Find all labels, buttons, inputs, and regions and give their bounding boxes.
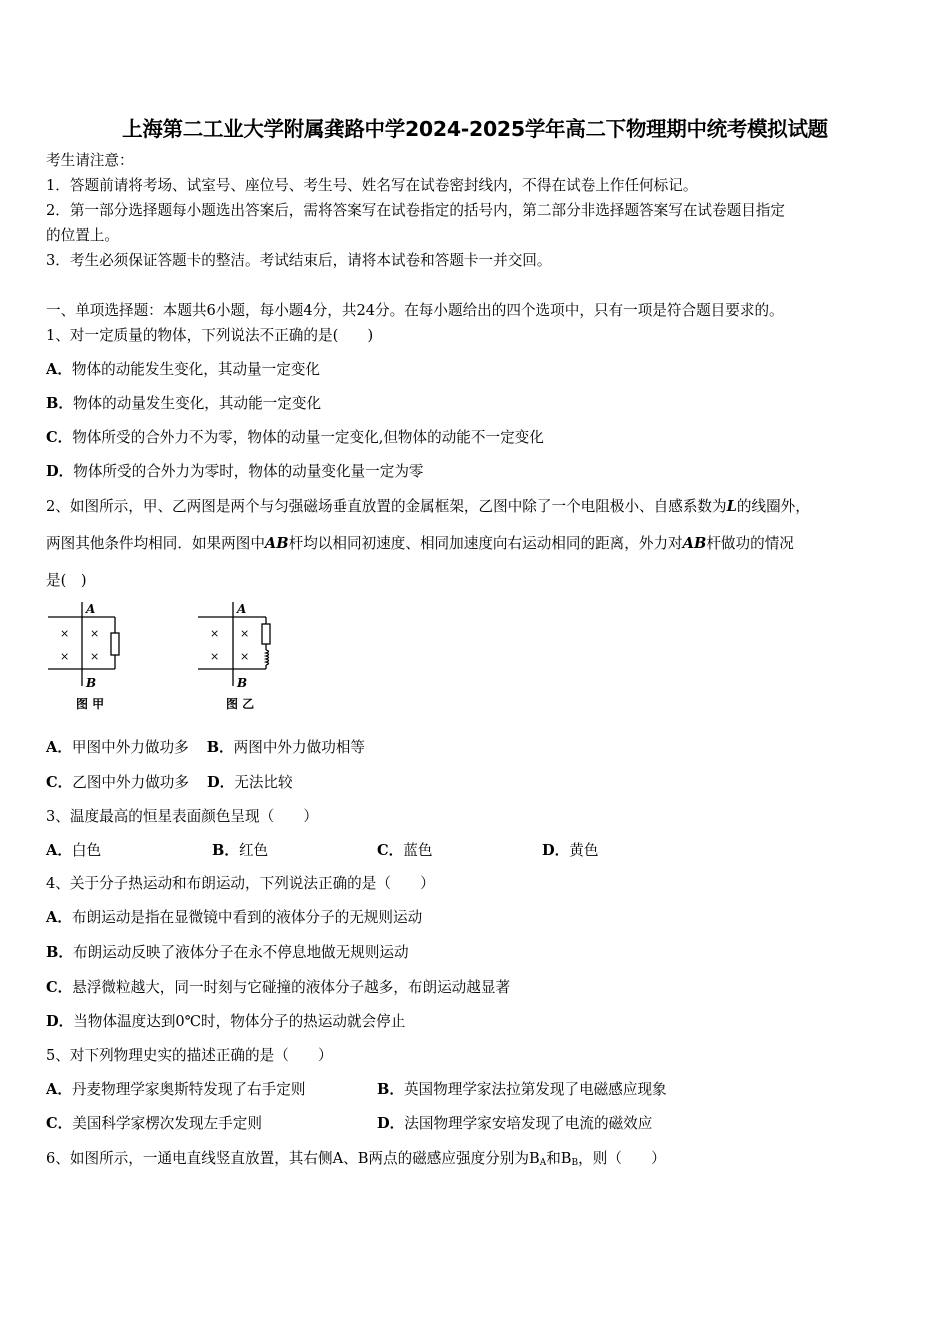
field-cross: × — [90, 650, 100, 663]
option-text: 白色 — [71, 842, 102, 859]
question-stem-2-cont — [46, 534, 794, 554]
subscript-a: A — [539, 1158, 547, 1168]
q3-option-a — [46, 841, 101, 861]
q5-option-b — [377, 1080, 667, 1100]
notice-item: 1．答题前请将考场、试室号、座位号、考生号、姓名写在试卷密封线内，不得在试卷上作任何标记。 — [46, 177, 698, 194]
q4-option-d — [46, 1012, 405, 1032]
variable-AB: AB — [682, 535, 707, 552]
rod-label-b: B — [237, 676, 248, 690]
option-text: 丹麦物理学家奥斯特发现了右手定则 — [71, 1081, 306, 1098]
q1-option-b — [46, 394, 321, 414]
stem-text: 杆做功的情况 — [706, 535, 794, 552]
rod-label-b: B — [86, 676, 97, 690]
q4-option-a — [46, 908, 422, 928]
stem-text: 和B — [546, 1150, 572, 1167]
q5-option-a — [46, 1080, 305, 1100]
option-text: 布朗运动反映了液体分子在永不停息地做无规则运动 — [72, 944, 409, 961]
question-stem-6 — [46, 1149, 666, 1173]
option-label: A． — [46, 909, 72, 926]
option-label: D． — [206, 774, 235, 791]
option-text: 两图中外力做功相等 — [233, 739, 365, 756]
field-cross: × — [240, 650, 250, 663]
field-cross: × — [90, 627, 100, 640]
option-label: B． — [212, 842, 239, 859]
figure-left — [48, 602, 119, 686]
option-text: 乙图中外力做功多 — [72, 774, 189, 791]
q3-option-c — [377, 841, 432, 861]
question-stem-3: 3、温度最高的恒星表面颜色呈现（ ） — [46, 808, 318, 825]
q4-option-c — [46, 978, 510, 998]
option-text: 当物体温度达到0℃时，物体分子的热运动就会停止 — [73, 1013, 406, 1030]
option-text: 物体所受的合外力为零时，物体的动量变化量一定为零 — [73, 463, 424, 480]
option-text: 布朗运动是指在显微镜中看到的液体分子的无规则运动 — [71, 909, 423, 926]
field-cross: × — [60, 650, 70, 663]
q1-option-a — [46, 360, 320, 380]
field-cross: × — [60, 627, 70, 640]
caption-right: 图 乙 — [226, 697, 255, 711]
option-label: C． — [46, 774, 73, 791]
stem-text: 6、如图所示，一通电直线竖直放置，其右侧A、B两点的磁感应强度分别为B — [46, 1150, 540, 1167]
option-label: B． — [46, 944, 73, 961]
q2-options-row-1 — [46, 738, 365, 758]
q3-option-b — [212, 841, 268, 861]
figure-right-marks — [210, 602, 254, 711]
option-text: 蓝色 — [403, 842, 433, 859]
q1-option-c — [46, 428, 544, 448]
option-label: C． — [46, 429, 73, 446]
field-cross: × — [210, 627, 220, 640]
option-text: 英国物理学家法拉第发现了电磁感应现象 — [403, 1081, 667, 1098]
section-heading: 一、单项选择题：本题共6小题，每小题4分，共24分。在每小题给出的四个选项中，只有一项是符合题目要求的。 — [46, 302, 784, 319]
notice-item: 2．第一部分选择题每小题选出答案后，需将答案写在试卷指定的括号内，第二部分非选择题答案写在试卷题目指定 — [46, 202, 785, 219]
option-text: 甲图中外力做功多 — [71, 739, 189, 756]
question-stem-4: 4、关于分子热运动和布朗运动，下列说法正确的是（ ） — [46, 875, 435, 892]
circuit-figure — [40, 598, 290, 720]
subscript-b: B — [571, 1158, 579, 1168]
option-text: 黄色 — [569, 842, 599, 859]
question-stem-5: 5、对下列物理史实的描述正确的是（ ） — [46, 1047, 333, 1064]
option-label: C． — [46, 979, 73, 996]
option-text: 悬浮微粒越大，同一时刻与它碰撞的液体分子越多，布朗运动越显著 — [72, 979, 511, 996]
rod-label-a: A — [237, 602, 247, 616]
caption-left: 图 甲 — [76, 697, 105, 711]
stem-text: ，则（ ） — [578, 1150, 666, 1167]
option-label: D． — [46, 1013, 74, 1030]
option-text: 美国科学家楞次发现左手定则 — [72, 1115, 262, 1132]
notice-item: 的位置上。 — [46, 227, 119, 244]
option-text: 物体所受的合外力不为零，物体的动量一定变化,但物体的动能不一定变化 — [72, 429, 544, 446]
option-label: B． — [206, 739, 234, 756]
q3-option-d — [542, 841, 598, 861]
q5-option-c — [46, 1114, 262, 1134]
option-label: A． — [46, 842, 72, 859]
option-label: B． — [377, 1081, 404, 1098]
option-text: 红色 — [238, 842, 269, 859]
option-label: A． — [46, 1081, 72, 1098]
stem-text: 杆均以相同初速度、相同加速度向右运动相同的距离，外力对 — [288, 535, 683, 552]
variable-AB: AB — [264, 535, 289, 552]
option-label: A． — [46, 739, 72, 756]
option-label: C． — [377, 842, 404, 859]
option-label: D． — [542, 842, 570, 859]
question-stem-2-end: 是( ) — [46, 572, 87, 589]
field-cross: × — [210, 650, 220, 663]
notice-item: 3．考生必须保证答题卡的整洁。考试结束后，请将本试卷和答题卡一并交回。 — [46, 252, 552, 269]
question-stem-2 — [46, 497, 810, 517]
rod-label-a: A — [86, 602, 96, 616]
stem-text: 的线圈外， — [736, 498, 810, 515]
variable-L: L — [726, 498, 737, 515]
option-label: C． — [46, 1115, 73, 1132]
option-label: B． — [46, 395, 73, 412]
option-label: D． — [377, 1115, 405, 1132]
field-cross: × — [240, 627, 250, 640]
q1-option-d — [46, 462, 424, 482]
option-text: 法国物理学家安培发现了电流的磁效应 — [404, 1115, 653, 1132]
option-label: A． — [46, 361, 72, 378]
option-text: 物体的动能发生变化，其动量一定变化 — [71, 361, 321, 378]
stem-text: 2、如图所示，甲、乙两图是两个与匀强磁场垂直放置的金属框架，乙图中除了一个电阻极小、自感系数为 — [46, 498, 727, 515]
q2-options-row-2 — [46, 773, 293, 793]
notice-heading: 考生请注意： — [46, 152, 134, 169]
stem-text: 两图其他条件均相同．如果两图中 — [46, 535, 265, 552]
page-title: 上海第二工业大学附属龚路中学2024-2025学年高二下物理期中统考模拟试题 — [122, 117, 828, 141]
option-text: 物体的动量发生变化，其动能一定变化 — [72, 395, 322, 412]
q5-option-d — [377, 1114, 652, 1134]
option-text: 无法比较 — [234, 774, 293, 791]
option-label: D． — [46, 463, 74, 480]
q4-option-b — [46, 943, 409, 963]
figure-right — [198, 602, 270, 686]
question-stem-1: 1、对一定质量的物体，下列说法不正确的是( ) — [46, 327, 374, 344]
